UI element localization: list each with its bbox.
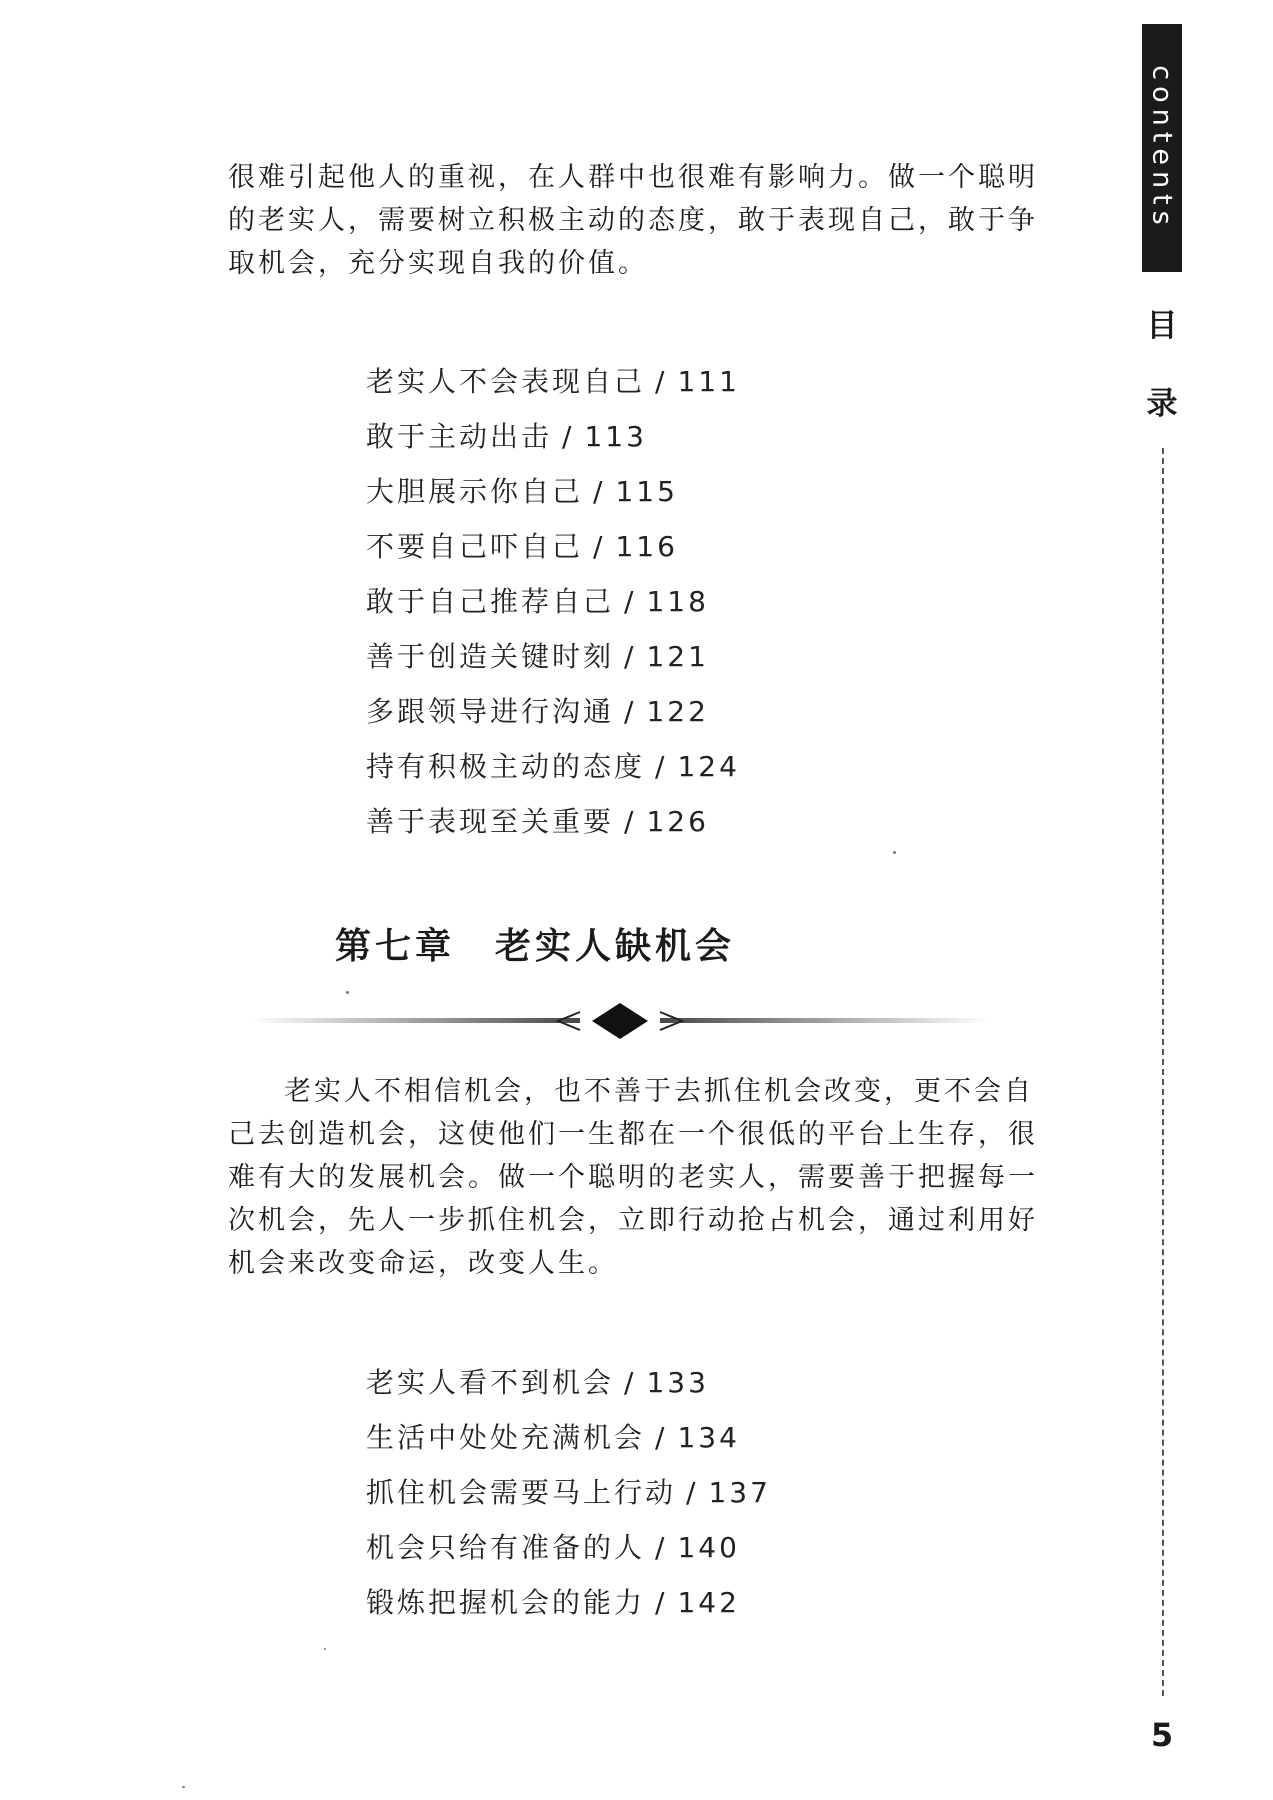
toc-entry-title: 善于创造关键时刻 bbox=[366, 640, 615, 673]
toc-entry[interactable] bbox=[366, 1410, 771, 1465]
toc-entry-title: 敢于自己推荐自己 bbox=[366, 585, 615, 618]
toc-separator: / bbox=[624, 695, 637, 728]
toc-separator: / bbox=[624, 1366, 637, 1399]
toc-entry[interactable] bbox=[366, 739, 740, 794]
toc-entry-title: 大胆展示你自己 bbox=[366, 475, 584, 508]
chapter-divider-ornament bbox=[240, 1000, 1000, 1042]
chapter-intro-paragraph: 老实人不相信机会，也不善于去抓住机会改变，更不会自己去创造机会，这使他们一生都在一个很低的平台上生存，很难有大的发展机会。做一个聪明的老实人，需要善于把握每一次机会，先人一步抓住机会，立即行动抢占机会，通过利用好机会来改变命运，改变人生。 bbox=[228, 1076, 1038, 1279]
toc-entry-page: 111 bbox=[677, 365, 740, 398]
toc-list-section-1 bbox=[366, 354, 740, 849]
sidebar-heading-char-1: 目 bbox=[1146, 308, 1178, 344]
toc-entry[interactable] bbox=[366, 794, 740, 849]
toc-entry-page: 115 bbox=[615, 475, 678, 508]
chapter-title: 老实人缺机会 bbox=[495, 926, 736, 967]
scan-speck bbox=[182, 1786, 185, 1788]
toc-entry-page: 134 bbox=[677, 1421, 740, 1454]
toc-separator: / bbox=[624, 640, 637, 673]
toc-separator: / bbox=[686, 1476, 699, 1509]
intro-paragraph: 很难引起他人的重视，在人群中也很难有影响力。做一个聪明的老实人，需要树立积极主动的态度，敢于表现自己，敢于争取机会，充分实现自我的价值。 bbox=[228, 162, 1038, 279]
toc-entry[interactable] bbox=[366, 519, 740, 574]
toc-entry-title: 不要自己吓自己 bbox=[366, 530, 584, 563]
toc-separator: / bbox=[655, 365, 668, 398]
toc-entry-title: 老实人看不到机会 bbox=[366, 1366, 615, 1399]
toc-separator: / bbox=[593, 530, 606, 563]
scan-speck bbox=[346, 991, 349, 994]
toc-entry-title: 持有积极主动的态度 bbox=[366, 750, 646, 783]
toc-entry-page: 113 bbox=[584, 420, 647, 453]
toc-separator: / bbox=[655, 1586, 668, 1619]
toc-entry-page: 118 bbox=[646, 585, 709, 618]
chapter-heading bbox=[0, 918, 1070, 969]
toc-entry-page: 122 bbox=[646, 695, 709, 728]
toc-entry[interactable] bbox=[366, 1355, 771, 1410]
toc-list-section-2 bbox=[366, 1355, 771, 1630]
toc-entry-title: 机会只给有准备的人 bbox=[366, 1531, 646, 1564]
toc-entry-page: 121 bbox=[646, 640, 709, 673]
toc-separator: / bbox=[624, 585, 637, 618]
chapter-number: 第七章 bbox=[334, 926, 455, 967]
scan-speck bbox=[324, 1648, 326, 1650]
toc-entry-title: 敢于主动出击 bbox=[366, 420, 553, 453]
sidebar-dashed-rule bbox=[1162, 448, 1164, 1696]
contents-tab-label: contents bbox=[1146, 65, 1178, 231]
page-number: 5 bbox=[1150, 1716, 1174, 1754]
toc-entry-page: 126 bbox=[646, 805, 709, 838]
toc-entry-title: 锻炼把握机会的能力 bbox=[366, 1586, 646, 1619]
scan-speck bbox=[893, 851, 896, 854]
toc-entry[interactable] bbox=[366, 1575, 771, 1630]
toc-entry-page: 137 bbox=[708, 1476, 771, 1509]
toc-entry-title: 老实人不会表现自己 bbox=[366, 365, 646, 398]
toc-separator: / bbox=[655, 1421, 668, 1454]
toc-entry-title: 生活中处处充满机会 bbox=[366, 1421, 646, 1454]
toc-separator: / bbox=[655, 750, 668, 783]
sidebar-heading-char-2: 录 bbox=[1146, 386, 1178, 422]
toc-entry[interactable] bbox=[366, 464, 740, 519]
toc-separator: / bbox=[593, 475, 606, 508]
toc-entry[interactable] bbox=[366, 684, 740, 739]
toc-entry-title: 善于表现至关重要 bbox=[366, 805, 615, 838]
toc-entry[interactable] bbox=[366, 409, 740, 464]
toc-entry[interactable] bbox=[366, 354, 740, 409]
toc-separator: / bbox=[624, 805, 637, 838]
toc-entry-page: 133 bbox=[646, 1366, 709, 1399]
toc-entry-page: 116 bbox=[615, 530, 678, 563]
toc-entry-title: 多跟领导进行沟通 bbox=[366, 695, 615, 728]
toc-entry[interactable] bbox=[366, 629, 740, 684]
toc-separator: / bbox=[562, 420, 575, 453]
toc-entry-page: 124 bbox=[677, 750, 740, 783]
toc-entry-title: 抓住机会需要马上行动 bbox=[366, 1476, 677, 1509]
toc-entry[interactable] bbox=[366, 574, 740, 629]
toc-entry-page: 140 bbox=[677, 1531, 740, 1564]
toc-entry-page: 142 bbox=[677, 1586, 740, 1619]
toc-entry[interactable] bbox=[366, 1465, 771, 1520]
toc-entry[interactable] bbox=[366, 1520, 771, 1575]
toc-separator: / bbox=[655, 1531, 668, 1564]
